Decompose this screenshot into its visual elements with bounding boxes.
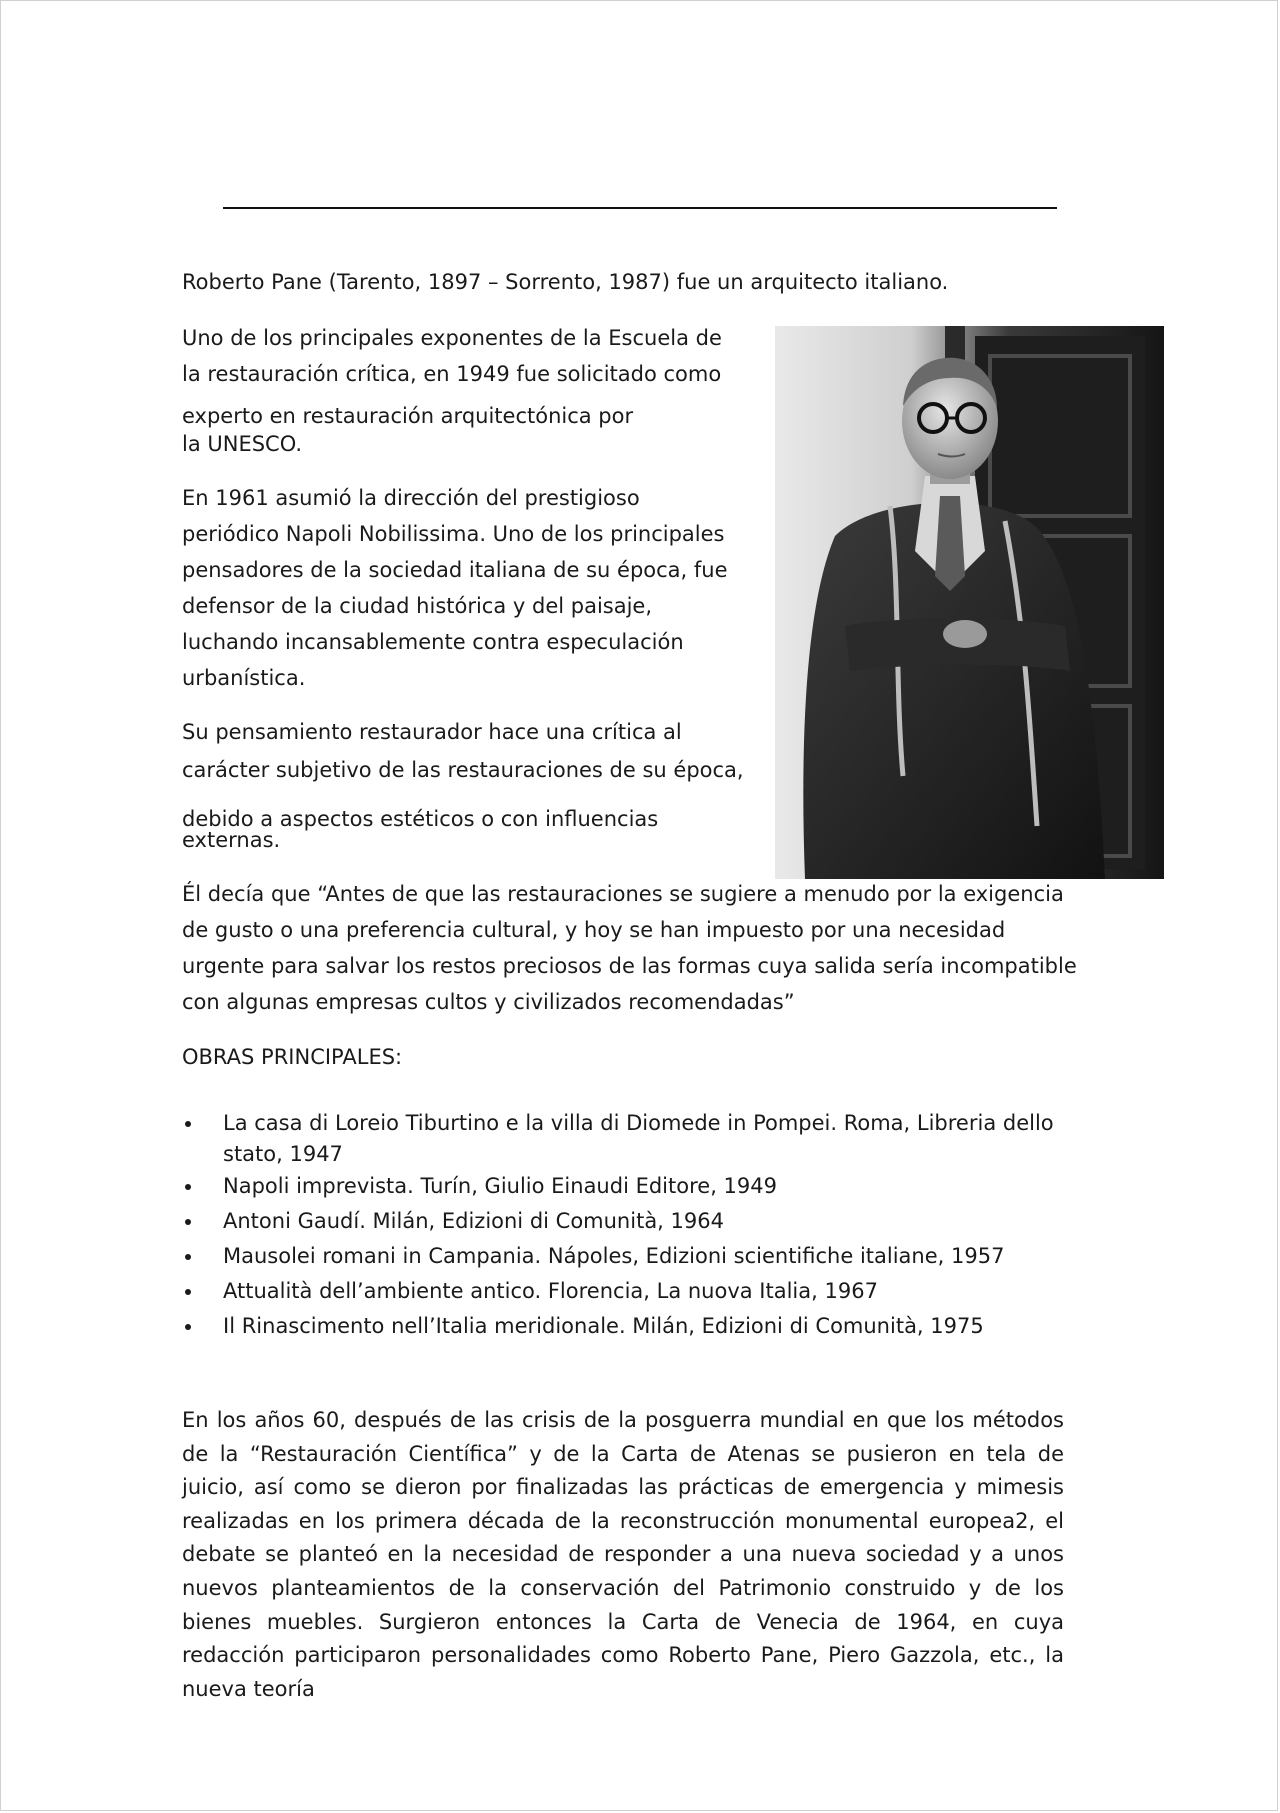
- quote-line: Él decía que “Antes de que las restauraciones se sugiere a menudo por la exigencia: [182, 882, 1064, 906]
- closing-line: bienes muebles. Surgieron entonces la Carta de Venecia de 1964, en cuya: [182, 1609, 1064, 1634]
- para1-line: Uno de los principales exponentes de la Escuela de: [182, 326, 722, 350]
- para1-line: la UNESCO.: [182, 432, 303, 456]
- work-title: Napoli imprevista. Turín, Giulio Einaudi Editore, 1949: [223, 1174, 777, 1198]
- closing-line: debate se planteó en la necesidad de responder a una nueva sociedad y a unos: [182, 1542, 1064, 1567]
- para2-line: luchando incansablemente contra especulación: [182, 630, 684, 654]
- quote-line: con algunas empresas cultos y civilizados recomendadas”: [182, 990, 795, 1014]
- list-item: [182, 1239, 1054, 1274]
- work-title-continuation: stato, 1947: [223, 1142, 343, 1166]
- para2-line: pensadores de la sociedad italiana de su época, fue: [182, 558, 728, 582]
- work-title: La casa di Loreio Tiburtino e la villa di Diomede in Pompei. Roma, Libreria dello: [223, 1111, 1054, 1135]
- bullet-icon: [185, 1121, 191, 1127]
- closing-line: juicio, así como se dieron por finalizadas las prácticas de emergencia y mimesis: [182, 1475, 1064, 1500]
- para2-line: urbanística.: [182, 666, 306, 690]
- portrait-photo: [775, 326, 1164, 879]
- para3-line: externas.: [182, 828, 281, 852]
- list-item: [182, 1309, 1054, 1344]
- list-item: [182, 1106, 1054, 1169]
- closing-line: nuevos planteamientos de la conservación del Patrimonio construido y de los: [182, 1575, 1064, 1600]
- para3-line: carácter subjetivo de las restauraciones de su época,: [182, 758, 744, 782]
- closing-line: realizadas en los primera década de la reconstrucción monumental europea2, el: [182, 1508, 1064, 1533]
- list-item: [182, 1274, 1054, 1309]
- bullet-icon: [185, 1219, 191, 1225]
- para1-line: experto en restauración arquitectónica por: [182, 404, 634, 428]
- works-heading: OBRAS PRINCIPALES:: [182, 1045, 403, 1069]
- para2-line: periódico Napoli Nobilissima. Uno de los principales: [182, 522, 725, 546]
- closing-line: redacción participaron personalidades como Roberto Pane, Piero Gazzola, etc., la: [182, 1643, 1064, 1668]
- para3-line: debido a aspectos estéticos o con influencias: [182, 807, 659, 831]
- para1-line: la restauración crítica, en 1949 fue solicitado como: [182, 362, 722, 386]
- work-title: Il Rinascimento nell’Italia meridionale. Milán, Edizioni di Comunità, 1975: [223, 1314, 984, 1338]
- list-item: [182, 1204, 1054, 1239]
- para2-line: En 1961 asumió la dirección del prestigioso: [182, 486, 640, 510]
- bullet-icon: [185, 1254, 191, 1260]
- work-title: Antoni Gaudí. Milán, Edizioni di Comunità, 1964: [223, 1209, 724, 1233]
- header-rule: [223, 207, 1057, 209]
- quote-line: de gusto o una preferencia cultural, y hoy se han impuesto por una necesidad: [182, 918, 1006, 942]
- bullet-icon: [185, 1289, 191, 1295]
- bullet-icon: [185, 1324, 191, 1330]
- work-title: Mausolei romani in Campania. Nápoles, Edizioni scientifiche italiane, 1957: [223, 1244, 1005, 1268]
- para2-line: defensor de la ciudad histórica y del paisaje,: [182, 594, 653, 618]
- closing-line: de la “Restauración Científica” y de la Carta de Atenas se pusieron en tela de: [182, 1441, 1064, 1466]
- list-item: [182, 1169, 1054, 1204]
- intro-line: Roberto Pane (Tarento, 1897 – Sorrento, 1987) fue un arquitecto italiano.: [182, 270, 949, 294]
- work-title: Attualità dell’ambiente antico. Florencia, La nuova Italia, 1967: [223, 1279, 878, 1303]
- closing-paragraph: [182, 1404, 1064, 1706]
- closing-line: En los años 60, después de las crisis de la posguerra mundial en que los métodos: [182, 1408, 1064, 1432]
- closing-line: nueva teoría: [182, 1676, 315, 1701]
- para3-line: Su pensamiento restaurador hace una crítica al: [182, 720, 682, 744]
- quote-line: urgente para salvar los restos preciosos de las formas cuya salida sería incompatible: [182, 954, 1077, 978]
- works-list: [182, 1106, 1054, 1344]
- bullet-icon: [185, 1184, 191, 1190]
